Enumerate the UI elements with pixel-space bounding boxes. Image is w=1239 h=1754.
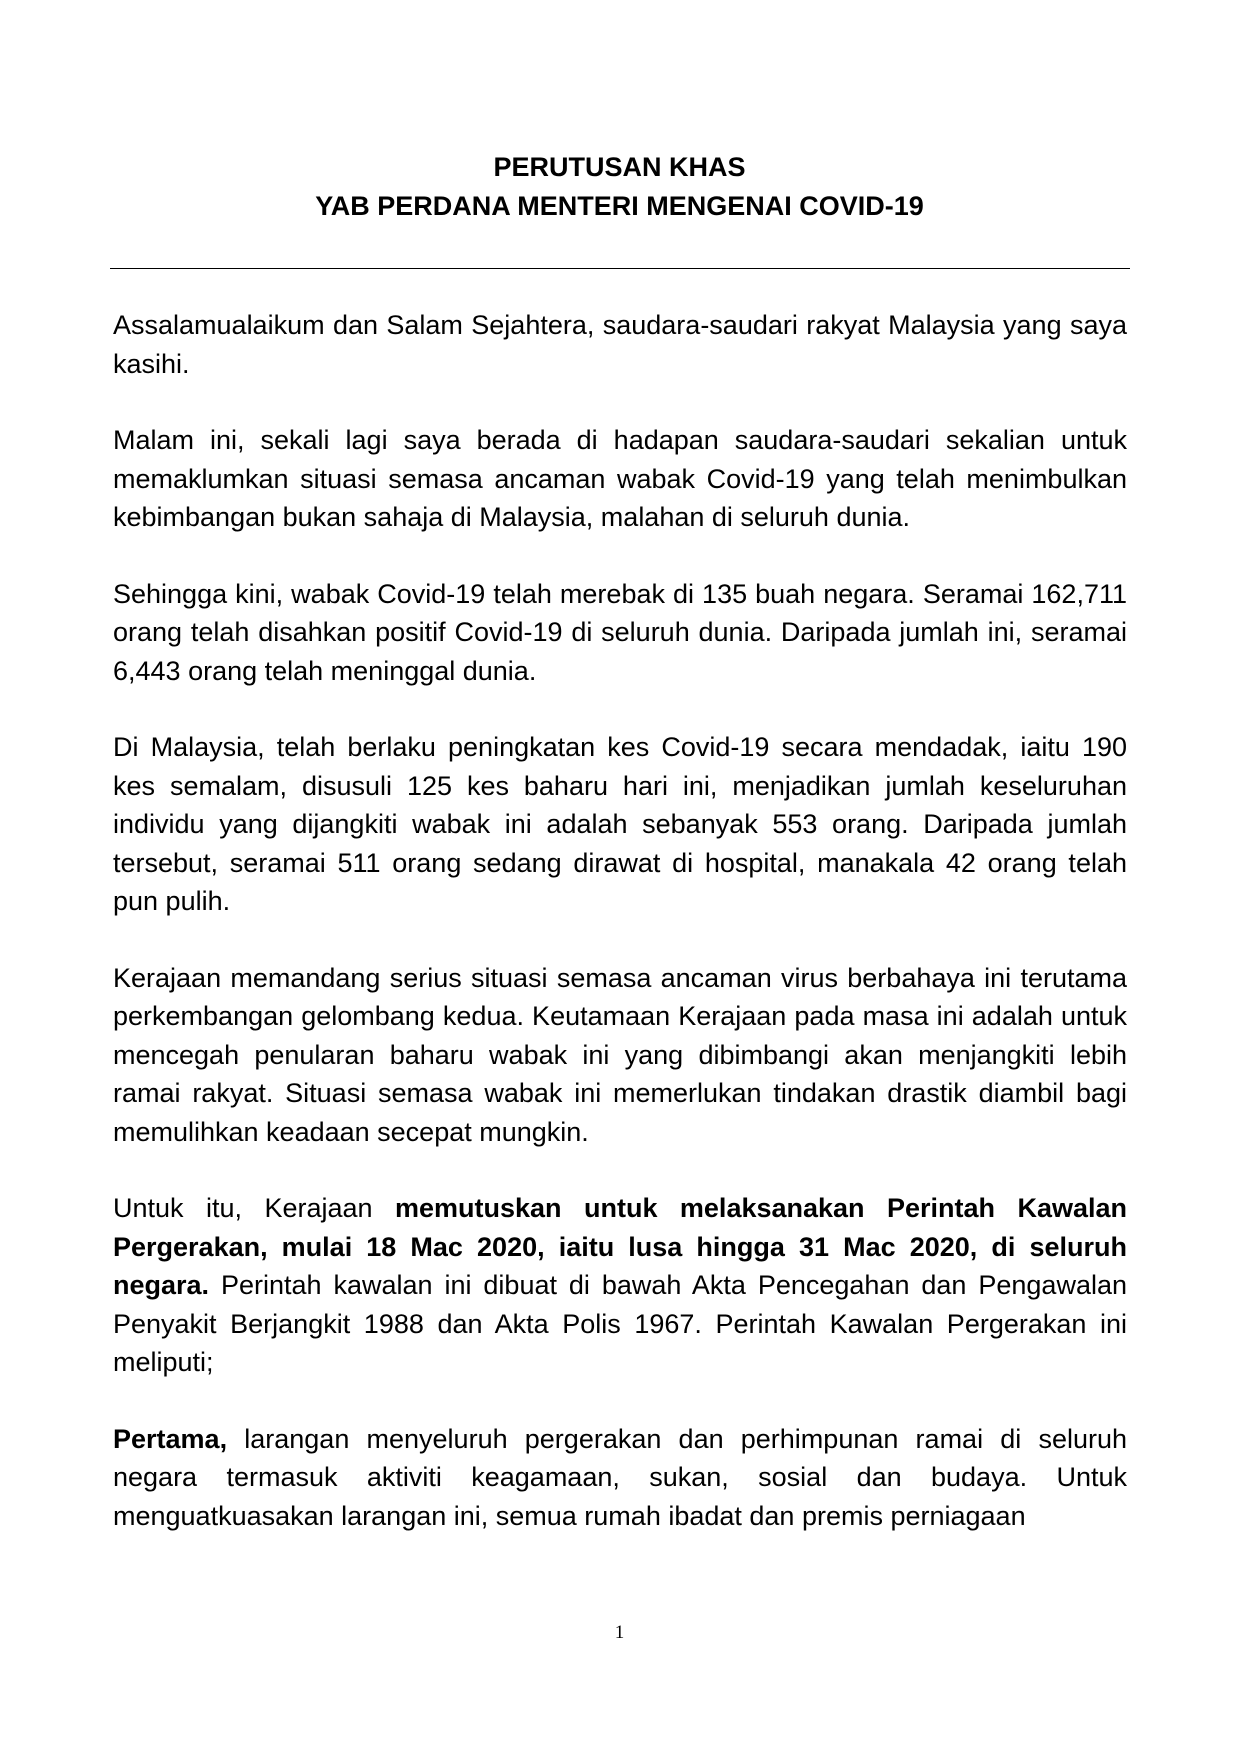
- paragraph-global-stats: Sehingga kini, wabak Covid-19 telah merebak di 135 buah negara. Seramai 162,711 orang telah disahkan positif Covid-19 di seluruh dunia. Daripada jumlah ini, seramai 6,443 orang telah meninggal dunia.: [113, 578, 1127, 686]
- paragraph-first-measure: [113, 1420, 1127, 1536]
- paragraph-malaysia-stats: Di Malaysia, telah berlaku peningkatan kes Covid-19 secara mendadak, iaitu 190 kes semalam, disusuli 125 kes baharu hari ini, menjadikan jumlah keseluruhan individu yang dijangkiti wabak ini adalah sebanyak 553 orang. Daripada jumlah tersebut, seramai 511 orang sedang dirawat di hospital, manakala 42 orang telah pun pulih.: [113, 732, 1127, 916]
- paragraph-government-stance: Kerajaan memandang serius situasi semasa ancaman virus berbahaya ini terutama perkembangan gelombang kedua. Keutamaan Kerajaan pada masa ini adalah untuk mencegah penularan baharu wabak ini yang dibimbangi akan menjangkiti lebih ramai rakyat. Situasi semasa wabak ini memerlukan tindakan drastik diambil bagi memulihkan keadaan secepat mungkin.: [113, 962, 1127, 1147]
- paragraph-greeting: Assalamualaikum dan Salam Sejahtera, saudara-saudari rakyat Malaysia yang saya kasihi.: [113, 310, 1127, 379]
- mco-bold-text: memutuskan untuk melaksanakan Perintah Kawalan Pergerakan, mulai 18 Mac 2020, iaitu lusa hingga 31 Mac 2020, di seluruh negara.: [113, 1193, 1128, 1300]
- document-body: [113, 306, 1127, 1535]
- title-line-2: YAB PERDANA MENTERI MENGENAI COVID-19: [315, 191, 924, 221]
- paragraph-movement-control-order: [113, 1189, 1127, 1382]
- document-title: [0, 148, 1239, 226]
- title-divider: [110, 268, 1130, 269]
- mco-rest-text: Perintah kawalan ini dibuat di bawah Akta Pencegahan dan Pengawalan Penyakit Berjangkit 1988 dan Akta Polis 1967. Perintah Kawalan Pergerakan ini meliputi;: [113, 1270, 1127, 1377]
- page-number: 1: [614, 1622, 625, 1643]
- first-measure-bold-text: Pertama,: [113, 1423, 228, 1454]
- mco-lead-text: Untuk itu, Kerajaan: [113, 1193, 395, 1223]
- paragraph-situation: Malam ini, sekali lagi saya berada di hadapan saudara-saudari sekalian untuk memaklumkan situasi semasa ancaman wabak Covid-19 yang telah menimbulkan kebimbangan bukan sahaja di Malaysia, malahan di seluruh dunia.: [113, 425, 1127, 532]
- first-measure-rest-text: larangan menyeluruh pergerakan dan perhimpunan ramai di seluruh negara termasuk aktiviti keagamaan, sukan, sosial dan budaya. Untuk menguatkuasakan larangan ini, semua rumah ibadat dan premis perniagaan: [113, 1423, 1127, 1531]
- title-line-1: PERUTUSAN KHAS: [493, 152, 746, 182]
